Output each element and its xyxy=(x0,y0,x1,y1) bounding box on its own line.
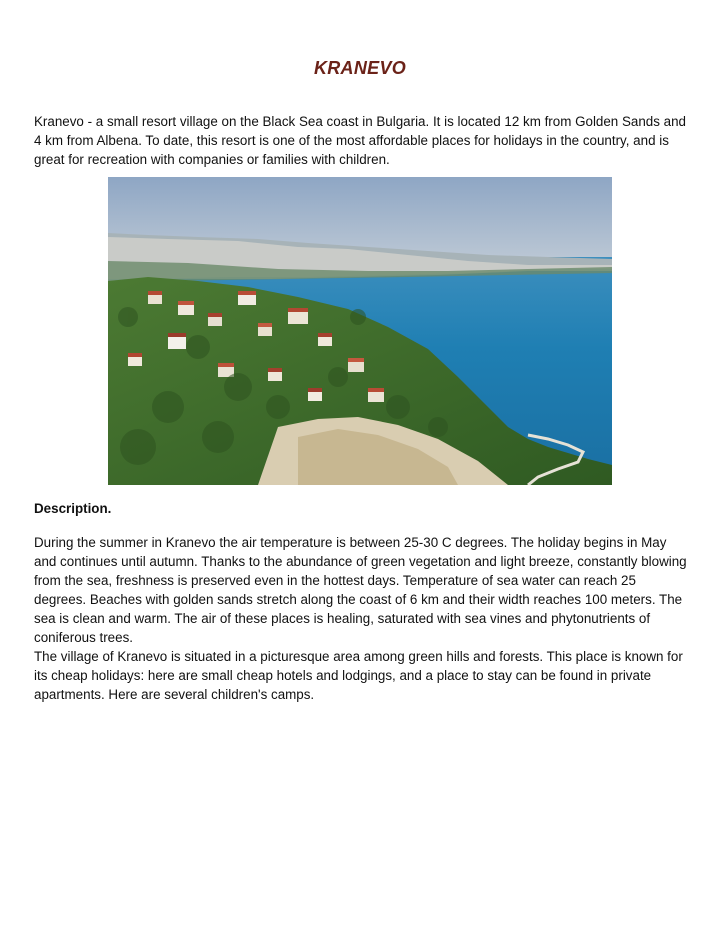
description-paragraph-village: The village of Kranevo is situated in a picturesque area among green hills and forests. This place is known for its cheap holidays: here are small cheap hotels and lodgings, and a place to stay can be found in private apartments. Here are several children's camps. xyxy=(34,649,683,702)
coastline-photo xyxy=(108,177,612,485)
intro-paragraph: Kranevo - a small resort village on the Black Sea coast in Bulgaria. It is located 12 km from Golden Sands and 4 km from Albena. To date, this resort is one of the most affordable places for holidays in the country, and is great for recreation with companies or families with children. xyxy=(34,114,687,167)
description-heading: Description. xyxy=(34,501,112,516)
description-paragraph-climate: During the summer in Kranevo the air temperature is between 25-30 C degrees. The holiday begins in May and continues until autumn. Thanks to the abundance of green vegetation and light breeze, constantly blowing from the sea, freshness is preserved even in the hottest days. Temperature of sea water can reach 25 degrees. Beaches with golden sands stretch along the coast of 6 km and their width reaches 100 meters. The sea is clean and warm. The air of these places is healing, saturated with sea vines and phytonutrients of coniferous trees. xyxy=(34,535,687,645)
coastline-illustration xyxy=(108,177,612,485)
page-title: KRANEVO xyxy=(313,58,407,78)
